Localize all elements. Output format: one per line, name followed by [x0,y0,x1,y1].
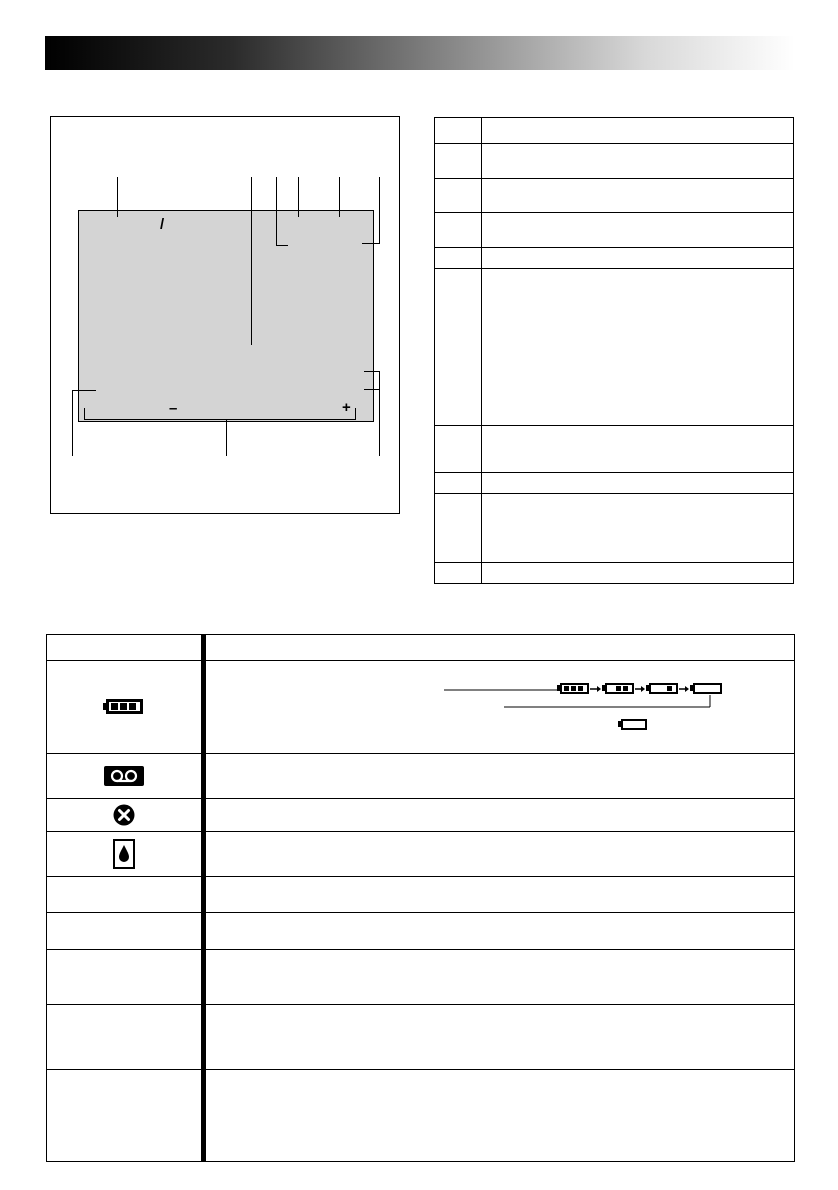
scale-plus-label: + [342,399,351,416]
condensation-drop-icon [47,832,201,876]
callout-line-5 [339,177,340,217]
key-row [435,425,793,426]
callout-line-9-foot-b [364,389,380,390]
key-row [435,143,793,144]
callout-line-6 [379,177,380,243]
callout-line-2 [251,177,252,345]
error-x-icon [47,799,201,831]
scale-minus-label: – [169,400,178,417]
lcd-screen [78,210,374,422]
battery-icon-svg [103,698,145,716]
section-header-bar [45,36,795,70]
warnings-row [47,912,794,913]
callout-line-3 [276,177,277,245]
key-row [435,493,793,494]
key-row [435,562,793,563]
date-separator: / [160,216,165,233]
callout-line-3-foot [276,245,288,246]
callout-line-9-foot-a [364,371,380,372]
key-table-divider [481,118,482,583]
callout-line-6-foot [362,243,380,244]
cassette-icon [47,754,201,798]
warnings-row [47,876,794,877]
key-row [435,247,793,248]
callout-line-7-foot [72,390,96,391]
battery-icon [47,661,201,753]
scale-bracket-right [355,408,356,420]
callout-line-7 [72,390,73,456]
warnings-table-divider [201,635,206,1161]
callout-line-8 [226,419,227,456]
key-row [435,178,793,179]
warnings-row [47,1069,794,1070]
battery-level-sequence [442,679,732,743]
scale-bracket [84,419,356,420]
warnings-table [46,634,795,1162]
callout-line-4 [298,177,299,217]
callout-line-1 [117,177,118,217]
warnings-row [47,1004,794,1005]
key-table [434,117,794,584]
key-row [435,472,793,473]
key-row [435,212,793,213]
key-row [435,268,793,269]
cassette-icon-svg [104,766,144,786]
callout-line-9 [379,371,380,456]
error-x-icon-svg [113,804,135,826]
condensation-drop-icon-svg [113,839,135,869]
warnings-row [47,949,794,950]
